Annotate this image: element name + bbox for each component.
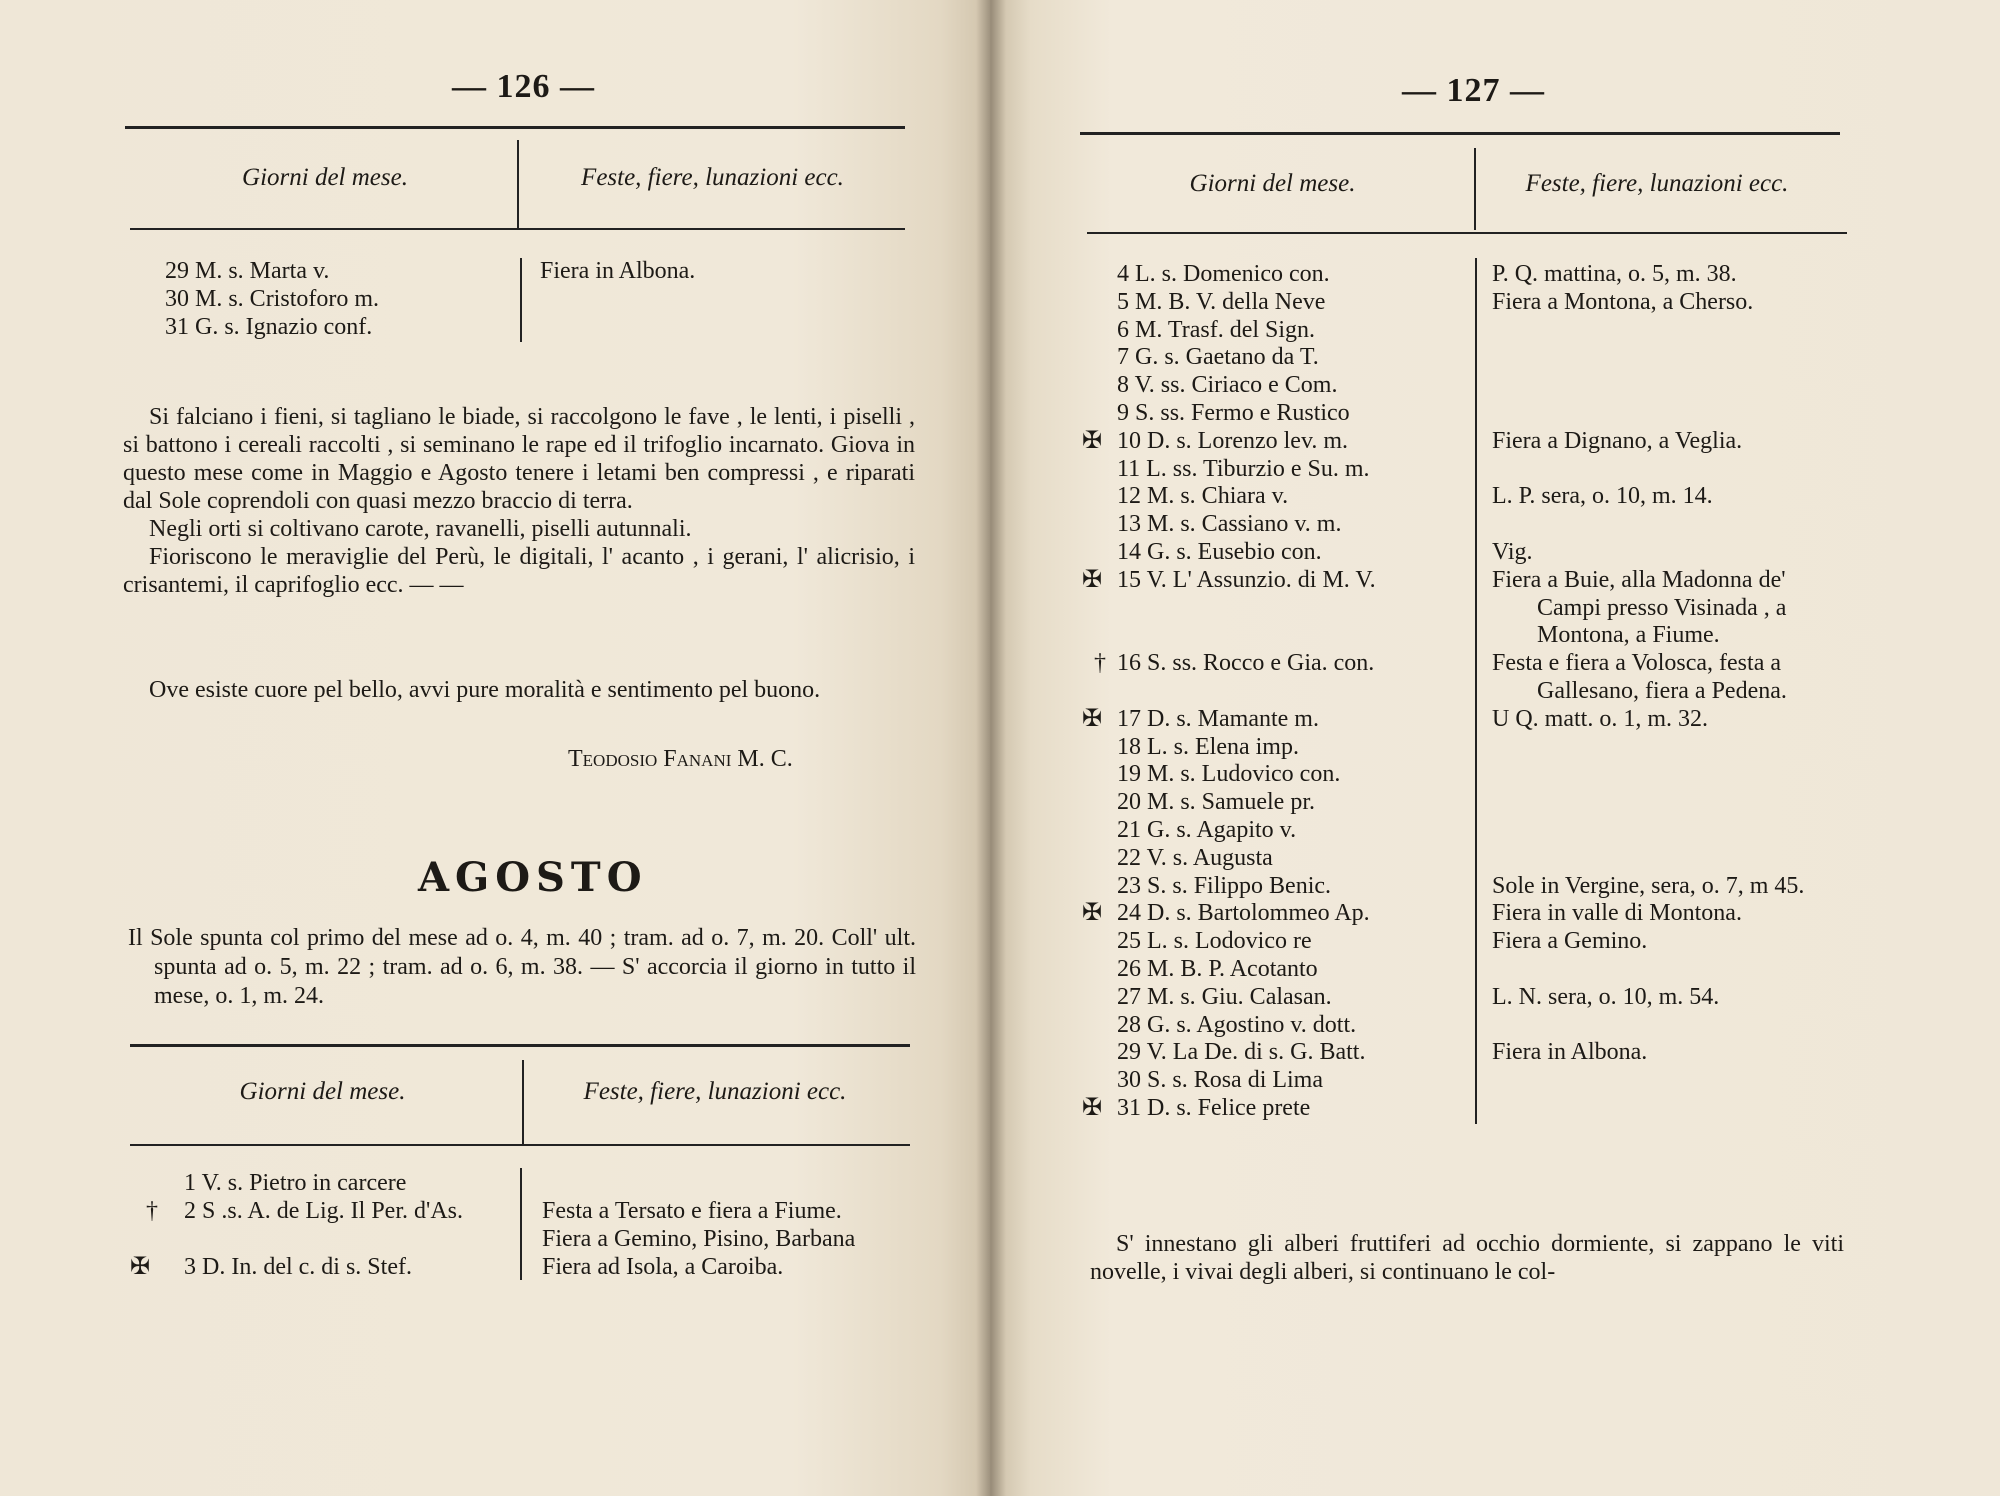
page-number-left: — 126 —: [452, 68, 595, 105]
table-row-day: 6 M. Trasf. del Sign.: [1117, 316, 1316, 343]
right-page: [990, 0, 2000, 1496]
book-gutter: [976, 0, 1006, 1496]
header-days: Giorni del mese.: [239, 1078, 406, 1105]
footer-text: S' innestano gli alberi fruttiferi ad occhio dormiente, si zappano le viti novelle, i vivai degli alberi, si continuano le col-: [1090, 1231, 1844, 1285]
table-divider: [1475, 258, 1477, 1124]
table-row-note: L. P. sera, o. 10, m. 14.: [1492, 483, 1713, 510]
header-feasts: Feste, fiere, lunazioni ecc.: [1525, 170, 1789, 197]
paragraph-text: Fioriscono le meraviglie del Perù, le digitali, l' acanto , i gerani, l' alicrisio, i crisantemi, il caprifoglio ecc. — —: [123, 544, 915, 598]
paragraph-text: Negli orti si coltivano carote, ravanelli, piselli autunnali.: [149, 516, 692, 542]
table-row-day: 21 G. s. Agapito v.: [1117, 817, 1297, 843]
table-row-day: 26 M. B. P. Acotanto: [1117, 956, 1318, 982]
table-header-rule: [130, 228, 905, 230]
table-row-note: Fiera a Buie, alla Madonna de': [1492, 566, 1786, 593]
table-top-rule: [125, 126, 905, 129]
sun-text: Il Sole spunta col primo del mese ad o. 4, m. 40 ; tram. ad o. 7, m. 20. Coll' ult. spunta ad o. 5, m. 22 ; tram. ad o. 6, m. 38. — S' accorcia il giorno in tutto il mese, o. 1, m. 24.: [128, 925, 916, 1009]
table-row-note: Fiera in valle di Montona.: [1492, 900, 1742, 927]
table-row-day: 11 L. ss. Tiburzio e Su. m.: [1117, 455, 1370, 482]
table-row-note: L. N. sera, o. 10, m. 54.: [1492, 983, 1720, 1010]
table-header-rule: [1087, 232, 1847, 234]
maltese-cross-icon: ✠: [130, 1254, 151, 1280]
table-row-day: 28 G. s. Agostino v. dott.: [1117, 1011, 1357, 1038]
table-row-day: 8 V. ss. Ciriaco e Com.: [1117, 372, 1338, 399]
quote: [123, 676, 915, 704]
table-row-day: 29 V. La De. di s. G. Batt.: [1117, 1039, 1366, 1066]
table-row-note: Vig.: [1492, 539, 1533, 565]
table-row-day: 24 D. s. Bartolommeo Ap.: [1117, 900, 1370, 927]
table-row-note: Montona, a Fiume.: [1537, 622, 1720, 649]
table-header-rule: [130, 1144, 910, 1146]
table-row-day: 7 G. s. Gaetano da T.: [1117, 344, 1319, 371]
table-row-day: 31 G. s. Ignazio conf.: [165, 314, 373, 340]
table-row-note: Fiera a Gemino, Pisino, Barbana: [542, 1226, 856, 1252]
left-page: [0, 0, 990, 1496]
month-title: AGOSTO: [418, 854, 648, 901]
table-row-day: 18 L. s. Elena imp.: [1117, 733, 1299, 760]
table-row-day: 12 M. s. Chiara v.: [1117, 483, 1289, 510]
table-row-day: 17 D. s. Mamante m.: [1117, 705, 1319, 732]
table-row-day: 13 M. s. Cassiano v. m.: [1117, 511, 1342, 538]
header-feasts: Feste, fiere, lunazioni ecc.: [583, 1078, 847, 1105]
table-divider: [517, 140, 519, 228]
table-row-day: 22 V. s. Augusta: [1117, 844, 1273, 871]
cross-icon: †: [1094, 650, 1106, 677]
table-row-day: 2 S .s. A. de Lig. Il Per. d'As.: [184, 1198, 463, 1224]
table-row-note: Fiera ad Isola, a Caroiba.: [542, 1254, 784, 1280]
table-row-day: 30 S. s. Rosa di Lima: [1117, 1067, 1324, 1094]
table-row-day: 1 V. s. Pietro in carcere: [184, 1170, 407, 1196]
footer-paragraph: [1090, 1230, 1844, 1286]
table-top-rule: [130, 1044, 910, 1047]
sun-info: [128, 924, 916, 1011]
cross-icon: †: [146, 1198, 158, 1224]
table-row-day: 25 L. s. Lodovico re: [1117, 928, 1312, 955]
table-row-day: 31 D. s. Felice prete: [1117, 1095, 1311, 1121]
table-row-note: Sole in Vergine, sera, o. 7, m 45.: [1492, 872, 1805, 899]
table-row-note: P. Q. mattina, o. 5, m. 38.: [1492, 261, 1737, 287]
table-row-day: 5 M. B. V. della Neve: [1117, 288, 1326, 315]
header-feasts: Feste, fiere, lunazioni ecc.: [581, 164, 844, 191]
table-row-day: 14 G. s. Eusebio con.: [1117, 539, 1322, 565]
maltese-cross-icon: ✠: [1082, 566, 1103, 593]
table-row-note: Fiera in Albona.: [540, 258, 696, 284]
quote-text: Ove esiste cuore pel bello, avvi pure moralità e sentimento pel buono.: [149, 677, 821, 703]
table-divider: [520, 258, 522, 342]
paragraph-text: Si falciano i fieni, si tagliano le biade, si raccolgono le fave , le lenti, i piselli , si battono i cereali raccolti , si seminano le rape ed il trifoglio incarnato. Giova in questo mese come in Maggio e Agosto tenere i letami ben compressi , e riparati dal Sole coprendoli con quasi mezzo braccio di terra.: [123, 404, 915, 514]
paragraph-agricultural: [123, 403, 915, 599]
table-row-note: Campi presso Visinada , a: [1537, 594, 1787, 621]
page-number-right: — 127 —: [1402, 72, 1545, 109]
table-top-rule: [1080, 132, 1840, 135]
maltese-cross-icon: ✠: [1082, 427, 1103, 454]
table-row-day: 9 S. ss. Fermo e Rustico: [1117, 400, 1350, 426]
header-days: Giorni del mese.: [242, 164, 408, 191]
table-row-day: 23 S. s. Filippo Benic.: [1117, 872, 1332, 899]
table-row-note: Fiera a Dignano, a Veglia.: [1492, 427, 1743, 454]
table-row-day: 29 M. s. Marta v.: [165, 258, 330, 284]
table-row-day: 30 M. s. Cristoforo m.: [165, 286, 380, 312]
table-row-day: 19 M. s. Ludovico con.: [1117, 761, 1341, 788]
table-row-note: U Q. matt. o. 1, m. 32.: [1492, 705, 1708, 732]
table-row-note: Gallesano, fiera a Pedena.: [1537, 678, 1787, 704]
table-divider: [522, 1060, 524, 1146]
table-divider: [520, 1168, 522, 1280]
table-row-day: 15 V. L' Assunzio. di M. V.: [1117, 566, 1376, 593]
table-row-day: 10 D. s. Lorenzo lev. m.: [1117, 427, 1349, 454]
signature: Teodosio Fanani M. C.: [568, 746, 793, 772]
table-row-note: Fiera in Albona.: [1492, 1039, 1648, 1066]
table-row-day: 27 M. s. Giu. Calasan.: [1117, 983, 1332, 1010]
table-row-day: 20 M. s. Samuele pr.: [1117, 789, 1315, 816]
table-row-note: Fiera a Gemino.: [1492, 928, 1648, 955]
table-row-day: 16 S. ss. Rocco e Gia. con.: [1117, 650, 1375, 677]
table-row-note: Festa e fiera a Volosca, festa a: [1492, 650, 1781, 677]
maltese-cross-icon: ✠: [1082, 900, 1103, 927]
header-days: Giorni del mese.: [1189, 170, 1356, 197]
maltese-cross-icon: ✠: [1082, 705, 1103, 732]
table-divider: [1474, 148, 1476, 230]
table-row-day: 4 L. s. Domenico con.: [1117, 261, 1330, 287]
table-row-day: 3 D. In. del c. di s. Stef.: [184, 1254, 412, 1280]
table-row-note: Fiera a Montona, a Cherso.: [1492, 288, 1754, 315]
maltese-cross-icon: ✠: [1082, 1095, 1103, 1121]
table-row-note: Festa a Tersato e fiera a Fiume.: [542, 1198, 842, 1224]
